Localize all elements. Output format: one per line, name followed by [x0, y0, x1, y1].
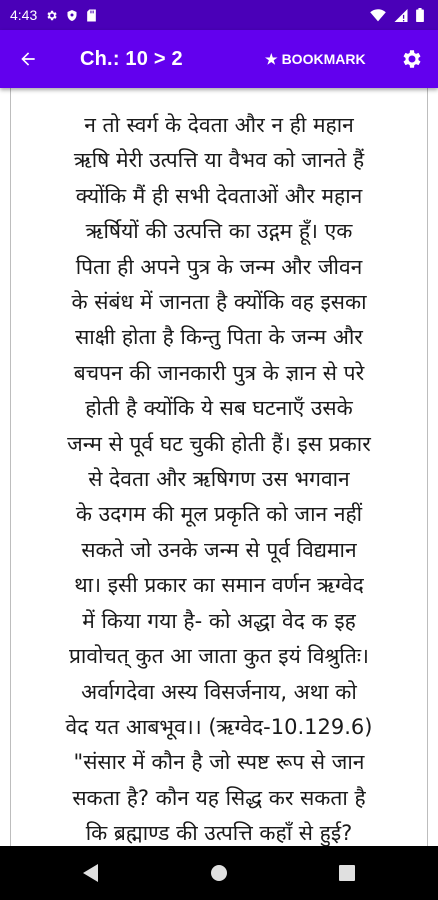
recents-square-icon[interactable]	[333, 859, 361, 887]
home-circle-icon[interactable]	[205, 859, 233, 887]
arrow-back-icon[interactable]	[14, 45, 42, 73]
chapter-title: Ch.: 10 > 2	[80, 48, 183, 70]
gear-icon	[399, 47, 423, 71]
status-right	[370, 8, 424, 22]
shield-icon	[66, 9, 78, 22]
status-left	[10, 7, 97, 23]
sd-card-icon	[86, 9, 97, 22]
bookmark-button[interactable]	[265, 30, 366, 88]
gear-icon	[45, 9, 58, 22]
battery-icon	[416, 8, 424, 22]
star-icon: ★	[265, 50, 278, 67]
wifi-icon	[370, 9, 386, 22]
settings-button[interactable]	[397, 45, 425, 73]
signal-icon	[394, 9, 408, 22]
system-nav-bar	[0, 846, 438, 900]
verse-content-area[interactable]	[0, 88, 438, 846]
status-time: 4:43	[10, 7, 38, 23]
verse-text-frame	[10, 88, 428, 846]
app-bar	[0, 30, 438, 88]
status-bar	[0, 0, 438, 30]
verse-text: न तो स्वर्ग के देवता और न ही महान ऋषि मेरी उत्पत्ति या वैभव को जानते हैं क्योंकि मैं ही सभी देवताओं और महान ऋर्षियों की उत्पत्ति का उद्गम हूँ। एक पिता ही अपने पुत्र के जन्म और जीवन के संबंध में जानता है क्योंकि वह इसका साक्षी होता है किन्तु पिता के जन्म और बचपन की जानकारी पुत्र के ज्ञान से परे होती है क्योंकि ये सब घटनाएँ उसके जन्म से पूर्व घट चुकी होती हैं। इस प्रकार से देवता और ऋषिगण उस भगवान के उदगम की मूल प्रकृति को जान नहीं सकते जो उनके जन्म से पूर्व विद्यमान था। इसी प्रकार का समान वर्णन ऋग्वेद में किया गया है- को अद्धा वेद क इह प्रावोचत् कुत आ जाता कुत इयं विश्रुतिः। अर्वागदेवा अस्य विसर्जनाय, अथा को वेद यत आबभूव।। (ऋग्वेद-10.129.6) "संसार में कौन है जो स्पष्ट रूप से जान सकता है? कौन यह सिद्ध कर सकता है कि ब्रह्माण्ड की उत्पत्ति कहाँ से हुई?	[65, 113, 373, 846]
back-triangle-icon[interactable]	[77, 859, 105, 887]
bookmark-label: BOOKMARK	[281, 51, 366, 67]
